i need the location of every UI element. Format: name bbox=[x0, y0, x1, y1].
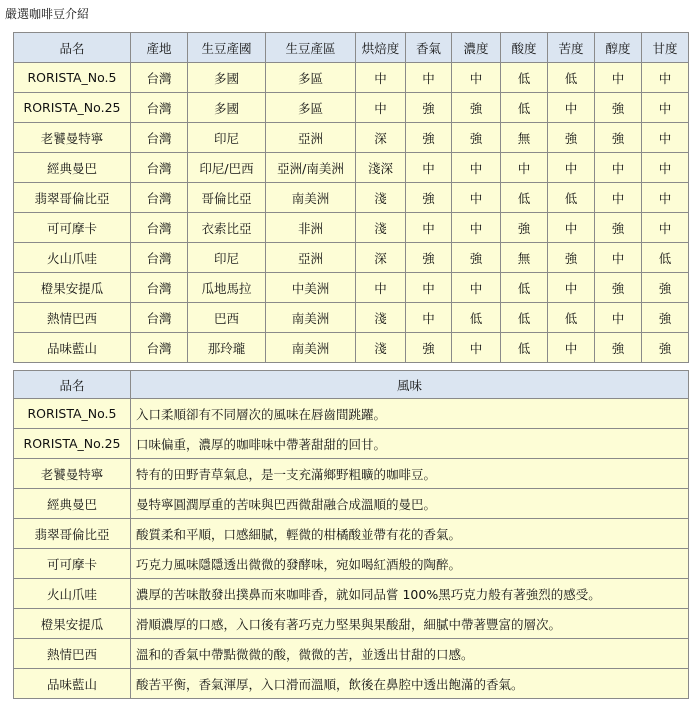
table-row bbox=[14, 609, 689, 639]
coffee-attributes-table bbox=[13, 32, 689, 363]
table-cell: 巧克力風味隱隱透出微微的發酵味，宛如喝紅酒般的陶醉。 bbox=[131, 549, 689, 579]
table-cell: 強 bbox=[406, 243, 452, 273]
table-cell: 無 bbox=[501, 123, 548, 153]
product-name-cell: 火山爪哇 bbox=[14, 243, 131, 273]
table-cell: 多區 bbox=[266, 93, 356, 123]
column-header: 苦度 bbox=[548, 33, 595, 63]
product-name-cell: 老饕曼特寧 bbox=[14, 459, 131, 489]
product-name-cell: 經典曼巴 bbox=[14, 489, 131, 519]
column-header: 酸度 bbox=[501, 33, 548, 63]
table-cell: 亞洲 bbox=[266, 243, 356, 273]
product-name-cell: 老饕曼特寧 bbox=[14, 123, 131, 153]
table-cell: 多國 bbox=[188, 93, 266, 123]
table-cell: 強 bbox=[548, 123, 595, 153]
table-cell: 低 bbox=[501, 303, 548, 333]
column-header: 甘度 bbox=[642, 33, 689, 63]
table-cell: 淺 bbox=[356, 333, 406, 363]
column-header: 濃度 bbox=[452, 33, 501, 63]
table-cell: 中 bbox=[548, 213, 595, 243]
column-header: 風味 bbox=[131, 371, 689, 399]
table-cell: 中 bbox=[406, 213, 452, 243]
table-row bbox=[14, 429, 689, 459]
table-cell: 亞洲 bbox=[266, 123, 356, 153]
table-cell: 台灣 bbox=[131, 243, 188, 273]
table-cell: 多國 bbox=[188, 63, 266, 93]
table-cell: 中 bbox=[642, 93, 689, 123]
table-cell: 印尼 bbox=[188, 243, 266, 273]
table-cell: 非洲 bbox=[266, 213, 356, 243]
table-cell: 中 bbox=[642, 123, 689, 153]
product-name-cell: 火山爪哇 bbox=[14, 579, 131, 609]
table-cell: 酸質柔和平順，口感細膩，輕微的柑橘酸並帶有花的香氣。 bbox=[131, 519, 689, 549]
table-cell: 口味偏重，濃厚的咖啡味中帶著甜甜的回甘。 bbox=[131, 429, 689, 459]
table-row bbox=[14, 63, 689, 93]
table-cell: 台灣 bbox=[131, 63, 188, 93]
table-cell: 淺 bbox=[356, 213, 406, 243]
table-cell: 台灣 bbox=[131, 213, 188, 243]
table-cell: 無 bbox=[501, 243, 548, 273]
table-cell: 強 bbox=[406, 123, 452, 153]
table-row bbox=[14, 549, 689, 579]
table-cell: 低 bbox=[548, 63, 595, 93]
table-cell: 入口柔順卻有不同層次的風味在唇齒間跳躍。 bbox=[131, 399, 689, 429]
table-cell: 溫和的香氣中帶點微微的酸，微微的苦，並透出甘甜的口感。 bbox=[131, 639, 689, 669]
table-cell: 瓜地馬拉 bbox=[188, 273, 266, 303]
table-cell: 南美洲 bbox=[266, 183, 356, 213]
table-row bbox=[14, 669, 689, 699]
table-cell: 特有的田野青草氣息，是一支充滿鄉野粗曠的咖啡豆。 bbox=[131, 459, 689, 489]
table-row bbox=[14, 273, 689, 303]
table-cell: 中 bbox=[406, 273, 452, 303]
table-cell: 中 bbox=[452, 153, 501, 183]
table-cell: 台灣 bbox=[131, 273, 188, 303]
table-cell: 強 bbox=[452, 123, 501, 153]
product-name-cell: 翡翠哥倫比亞 bbox=[14, 519, 131, 549]
table-row bbox=[14, 459, 689, 489]
table-cell: 台灣 bbox=[131, 183, 188, 213]
table-cell: 曼特寧圓潤厚重的苦味與巴西微甜融合成溫順的曼巴。 bbox=[131, 489, 689, 519]
table-cell: 低 bbox=[501, 63, 548, 93]
product-name-cell: 熱情巴西 bbox=[14, 639, 131, 669]
table-cell: 中 bbox=[501, 153, 548, 183]
table-cell: 台灣 bbox=[131, 93, 188, 123]
product-name-cell: 橙果安提瓜 bbox=[14, 273, 131, 303]
product-name-cell: RORISTA_No.5 bbox=[14, 399, 131, 429]
column-header: 醇度 bbox=[595, 33, 642, 63]
table-cell: 低 bbox=[501, 93, 548, 123]
product-name-cell: RORISTA_No.25 bbox=[14, 429, 131, 459]
table-cell: 中 bbox=[595, 243, 642, 273]
table-cell: 強 bbox=[406, 93, 452, 123]
table-cell: 淺 bbox=[356, 183, 406, 213]
table-row bbox=[14, 399, 689, 429]
table-row bbox=[14, 183, 689, 213]
table-cell: 台灣 bbox=[131, 123, 188, 153]
table-row bbox=[14, 519, 689, 549]
table-cell: 強 bbox=[595, 273, 642, 303]
table-cell: 滑順濃厚的口感，入口後有著巧克力堅果與果酸甜，細膩中帶著豐富的層次。 bbox=[131, 609, 689, 639]
column-header: 烘焙度 bbox=[356, 33, 406, 63]
table-cell: 強 bbox=[452, 243, 501, 273]
table-cell: 低 bbox=[501, 273, 548, 303]
table-cell: 南美洲 bbox=[266, 303, 356, 333]
table-cell: 中 bbox=[452, 183, 501, 213]
table-cell: 哥倫比亞 bbox=[188, 183, 266, 213]
table-cell: 低 bbox=[548, 303, 595, 333]
table-cell: 強 bbox=[595, 213, 642, 243]
table-cell: 那玲瓏 bbox=[188, 333, 266, 363]
table-cell: 低 bbox=[501, 333, 548, 363]
table-cell: 強 bbox=[452, 93, 501, 123]
table-cell: 南美洲 bbox=[266, 333, 356, 363]
product-name-cell: RORISTA_No.5 bbox=[14, 63, 131, 93]
product-name-cell: 翡翠哥倫比亞 bbox=[14, 183, 131, 213]
table-cell: 強 bbox=[595, 93, 642, 123]
table-cell: 中 bbox=[452, 273, 501, 303]
table-cell: 中 bbox=[406, 153, 452, 183]
table-row bbox=[14, 93, 689, 123]
table-cell: 衣索比亞 bbox=[188, 213, 266, 243]
table-cell: 中 bbox=[356, 273, 406, 303]
table-cell: 強 bbox=[406, 183, 452, 213]
table-cell: 淺深 bbox=[356, 153, 406, 183]
table-cell: 台灣 bbox=[131, 303, 188, 333]
table-cell: 低 bbox=[501, 183, 548, 213]
table-cell: 深 bbox=[356, 243, 406, 273]
table-cell: 中美洲 bbox=[266, 273, 356, 303]
product-name-cell: 橙果安提瓜 bbox=[14, 609, 131, 639]
table-cell: 中 bbox=[452, 333, 501, 363]
table-cell: 強 bbox=[406, 333, 452, 363]
table-cell: 深 bbox=[356, 123, 406, 153]
table-cell: 低 bbox=[548, 183, 595, 213]
column-header: 產地 bbox=[131, 33, 188, 63]
product-name-cell: 可可摩卡 bbox=[14, 213, 131, 243]
column-header: 香氣 bbox=[406, 33, 452, 63]
table-cell: 強 bbox=[642, 273, 689, 303]
table-cell: 巴西 bbox=[188, 303, 266, 333]
table-row bbox=[14, 213, 689, 243]
table-cell: 強 bbox=[501, 213, 548, 243]
table-header-row bbox=[14, 371, 689, 399]
table-cell: 亞洲/南美洲 bbox=[266, 153, 356, 183]
table-cell: 淺 bbox=[356, 303, 406, 333]
table-cell: 低 bbox=[642, 243, 689, 273]
table-cell: 中 bbox=[452, 63, 501, 93]
table-cell: 濃厚的苦味散發出撲鼻而來咖啡香，就如同品嘗 100%黑巧克力般有著強烈的感受。 bbox=[131, 579, 689, 609]
table-cell: 中 bbox=[356, 93, 406, 123]
table-row bbox=[14, 303, 689, 333]
table-cell: 中 bbox=[642, 63, 689, 93]
table-cell: 中 bbox=[642, 213, 689, 243]
table-cell: 強 bbox=[595, 333, 642, 363]
table-cell: 中 bbox=[548, 93, 595, 123]
table-cell: 中 bbox=[642, 183, 689, 213]
coffee-flavor-table bbox=[13, 370, 689, 699]
table-cell: 印尼/巴西 bbox=[188, 153, 266, 183]
table-cell: 中 bbox=[548, 153, 595, 183]
page-title: 嚴選咖啡豆介紹 bbox=[5, 7, 90, 21]
table-row bbox=[14, 579, 689, 609]
table-cell: 強 bbox=[595, 123, 642, 153]
table-cell: 強 bbox=[642, 303, 689, 333]
column-header: 品名 bbox=[14, 33, 131, 63]
table-cell: 強 bbox=[642, 333, 689, 363]
table-cell: 中 bbox=[356, 63, 406, 93]
table-row bbox=[14, 243, 689, 273]
table-row bbox=[14, 333, 689, 363]
product-name-cell: 經典曼巴 bbox=[14, 153, 131, 183]
table-cell: 台灣 bbox=[131, 333, 188, 363]
table-row bbox=[14, 639, 689, 669]
column-header: 品名 bbox=[14, 371, 131, 399]
table-row bbox=[14, 123, 689, 153]
table-cell: 中 bbox=[595, 303, 642, 333]
product-name-cell: 熱情巴西 bbox=[14, 303, 131, 333]
table-header-row bbox=[14, 33, 689, 63]
product-name-cell: RORISTA_No.25 bbox=[14, 93, 131, 123]
table-cell: 中 bbox=[452, 213, 501, 243]
column-header: 生豆產國 bbox=[188, 33, 266, 63]
table-cell: 中 bbox=[406, 63, 452, 93]
table-cell: 酸苦平衡，香氣渾厚，入口滑而溫順，飲後在鼻腔中透出飽滿的香氣。 bbox=[131, 669, 689, 699]
table-cell: 低 bbox=[452, 303, 501, 333]
table-cell: 多區 bbox=[266, 63, 356, 93]
table-cell: 強 bbox=[548, 243, 595, 273]
product-name-cell: 品味藍山 bbox=[14, 669, 131, 699]
table-row bbox=[14, 153, 689, 183]
table-cell: 台灣 bbox=[131, 153, 188, 183]
table-cell: 中 bbox=[595, 153, 642, 183]
table-cell: 中 bbox=[642, 153, 689, 183]
product-name-cell: 可可摩卡 bbox=[14, 549, 131, 579]
table-cell: 中 bbox=[548, 273, 595, 303]
table-row bbox=[14, 489, 689, 519]
table-cell: 中 bbox=[548, 333, 595, 363]
product-name-cell: 品味藍山 bbox=[14, 333, 131, 363]
table-cell: 中 bbox=[595, 63, 642, 93]
table-cell: 印尼 bbox=[188, 123, 266, 153]
table-cell: 中 bbox=[595, 183, 642, 213]
table-cell: 中 bbox=[406, 303, 452, 333]
column-header: 生豆產區 bbox=[266, 33, 356, 63]
